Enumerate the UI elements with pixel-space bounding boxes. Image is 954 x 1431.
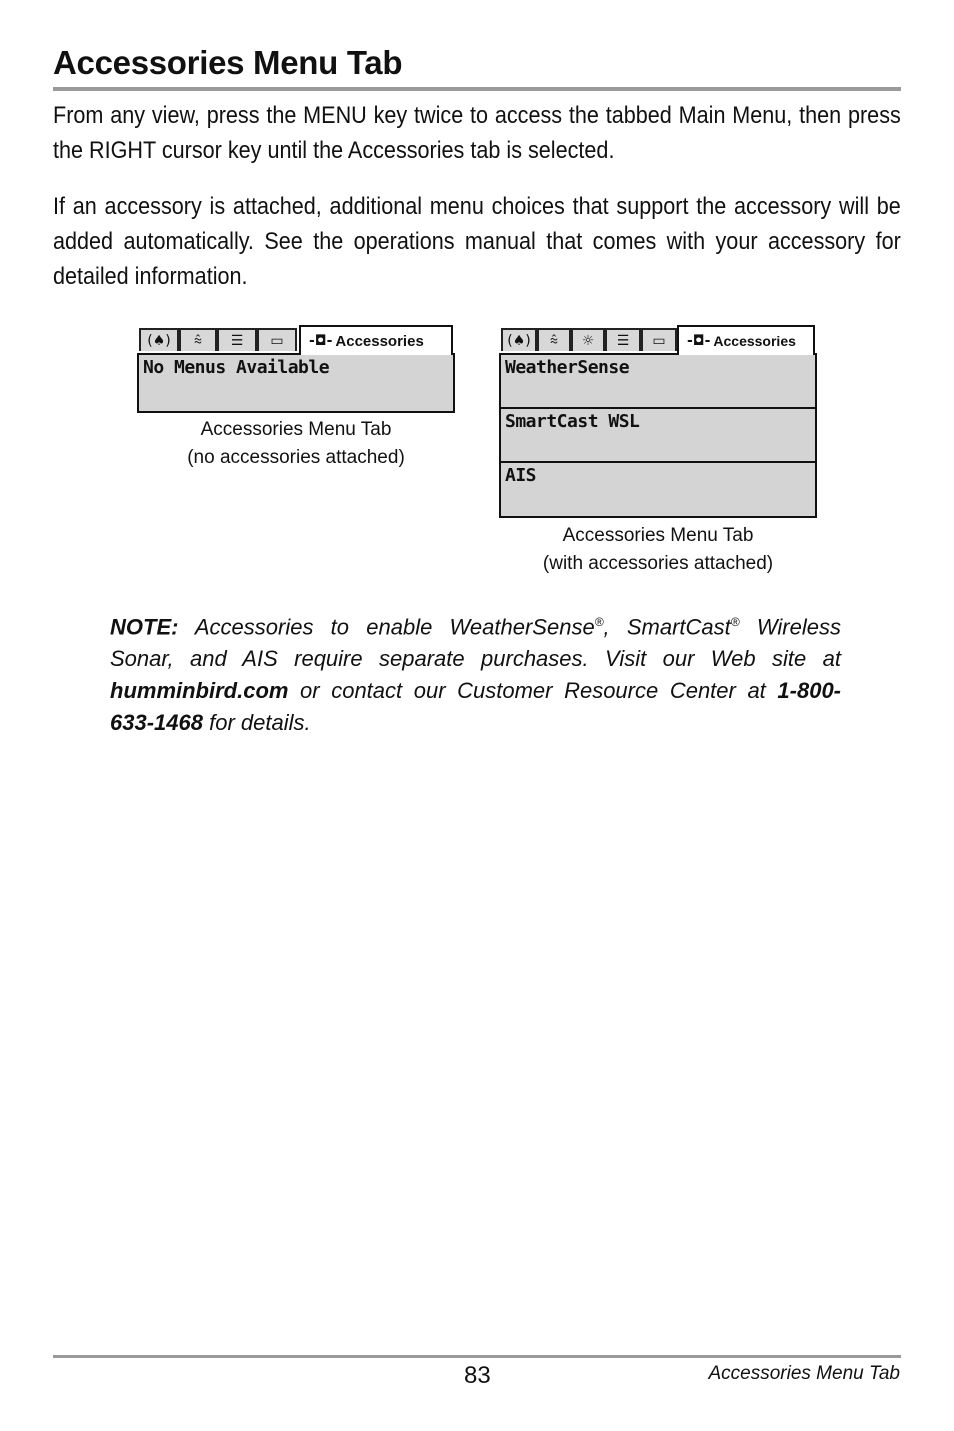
tab-accessories[interactable] [299, 325, 453, 355]
sonar-icon[interactable]: ⩯ [179, 328, 217, 351]
tab-bar [137, 325, 455, 353]
menu-list [137, 353, 455, 413]
caption-line1: Accessories Menu Tab [562, 525, 754, 546]
caption-line2: (with accessories attached) [542, 553, 774, 574]
registered-mark: ® [594, 615, 604, 629]
caption-line1: Accessories Menu Tab [200, 419, 392, 440]
tab-accessories-label: Accessories [335, 332, 424, 350]
title-rule [53, 87, 901, 91]
accessories-icon: -◘- [309, 333, 333, 349]
menu-screen-no-accessories [137, 325, 455, 413]
tab-accessories-label: Accessories [713, 333, 796, 349]
alarm-bell-icon[interactable]: (♠) [501, 328, 537, 351]
footer-rule [53, 1355, 901, 1358]
website-link[interactable]: humminbird.com [110, 678, 289, 704]
setup-icon[interactable]: ☰ [217, 328, 257, 351]
caption-line2: (no accessories attached) [187, 447, 405, 468]
note-text: Wireless Sonar, and AIS require separate purchases. Visit our Web site at [110, 614, 841, 672]
phone-number: 1-800-633-1468 [110, 678, 841, 736]
views-icon[interactable]: ▭ [257, 328, 297, 351]
registered-mark: ® [730, 615, 740, 629]
note-label: NOTE: [110, 614, 179, 640]
caption-no-accessories [137, 416, 455, 472]
note-text: , SmartCast [603, 614, 731, 640]
menu-item-ais[interactable]: AIS [501, 463, 815, 516]
alarm-bell-icon[interactable]: (♠) [139, 328, 179, 351]
note-paragraph [110, 606, 841, 739]
note-text: for details. [202, 710, 311, 736]
menu-item-smartcast-wsl[interactable]: SmartCast WSL [501, 409, 815, 463]
note-text: or contact our Customer Resource Center at [288, 678, 778, 704]
views-icon[interactable]: ▭ [641, 328, 677, 351]
sonar-icon[interactable]: ⩯ [537, 328, 571, 351]
navigation-icon[interactable]: ☼ [571, 328, 605, 351]
caption-with-accessories [499, 522, 817, 578]
note-text: Accessories to enable WeatherSense [178, 614, 595, 640]
menu-screen-with-accessories [499, 325, 817, 518]
menu-item-no-menus: No Menus Available [139, 355, 453, 411]
menu-item-weathersense[interactable]: WeatherSense [501, 355, 815, 409]
accessories-icon: -◘- [687, 333, 711, 349]
accessory-paragraph: If an accessory is attached, additional menu choices that support the accessory will be added automatically. See the operations manual that comes with your accessory for detailed information. [53, 193, 901, 290]
intro-paragraph: From any view, press the MENU key twice to access the tabbed Main Menu, then press the RIGHT cursor key until the Accessories tab is selected. [53, 102, 901, 164]
footer-section-title: Accessories Menu Tab [708, 1363, 900, 1384]
tab-accessories[interactable] [677, 325, 815, 355]
tab-bar [499, 325, 817, 353]
setup-icon[interactable]: ☰ [605, 328, 641, 351]
page-title: Accessories Menu Tab [53, 44, 403, 81]
menu-list [499, 353, 817, 518]
page-number: 83 [464, 1362, 491, 1389]
